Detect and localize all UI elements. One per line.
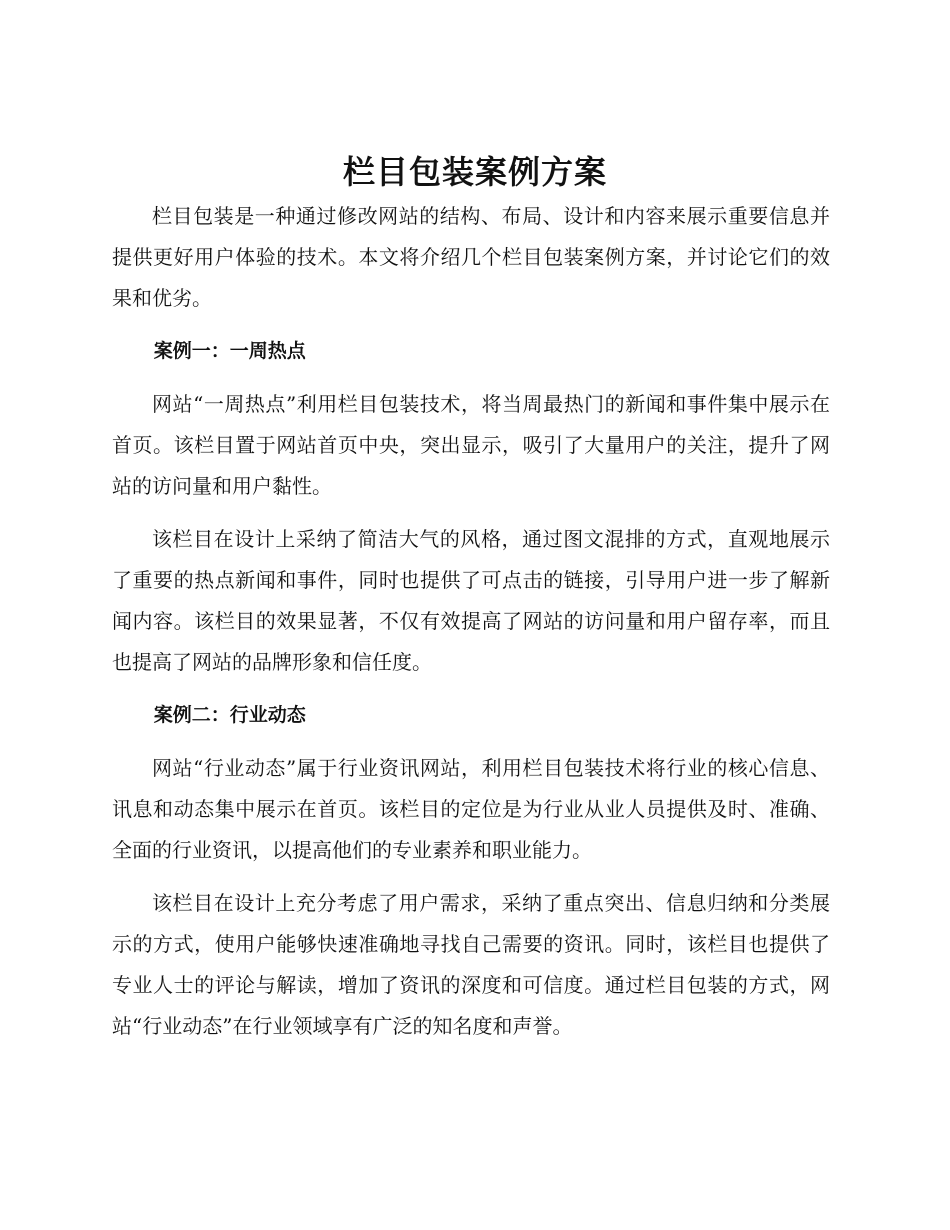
- case2-paragraph-1: 网站“行业动态”属于行业资讯网站，利用栏目包装技术将行业的核心信息、讯息和动态集中展示在首页。该栏目的定位是为行业从业人员提供及时、准确、全面的行业资讯，以提高他们的专业素养和职业能力。: [112, 756, 830, 862]
- case1-paragraph-1: 网站“一周热点”利用栏目包装技术，将当周最热门的新闻和事件集中展示在首页。该栏目置于网站首页中央，突出显示，吸引了大量用户的关注，提升了网站的访问量和用户黏性。: [112, 392, 830, 498]
- case2-paragraph-2: 该栏目在设计上充分考虑了用户需求，采纳了重点突出、信息归纳和分类展示的方式，使用户能够快速准确地寻找自己需要的资讯。同时，该栏目也提供了专业人士的评论与解读，增加了资讯的深度和可信度。通过栏目包装的方式，网站“行业动态”在行业领域享有广泛的知名度和声誉。: [112, 891, 830, 1038]
- case1-heading: 案例一：一周热点: [153, 340, 306, 362]
- case1-paragraph-2: 该栏目在设计上采纳了简洁大气的风格，通过图文混排的方式，直观地展示了重要的热点新闻和事件，同时也提供了可点击的链接，引导用户进一步了解新闻内容。该栏目的效果显著，不仅有效提高了网站的访问量和用户留存率，而且也提高了网站的品牌形象和信任度。: [112, 527, 830, 674]
- document-body: [112, 196, 830, 1059]
- intro-paragraph: 栏目包装是一种通过修改网站的结构、布局、设计和内容来展示重要信息并提供更好用户体验的技术。本文将介绍几个栏目包装案例方案，并讨论它们的效果和优劣。: [112, 204, 830, 310]
- case2-heading: 案例二：行业动态: [153, 704, 306, 726]
- document-title: 栏目包装案例方案: [342, 153, 607, 191]
